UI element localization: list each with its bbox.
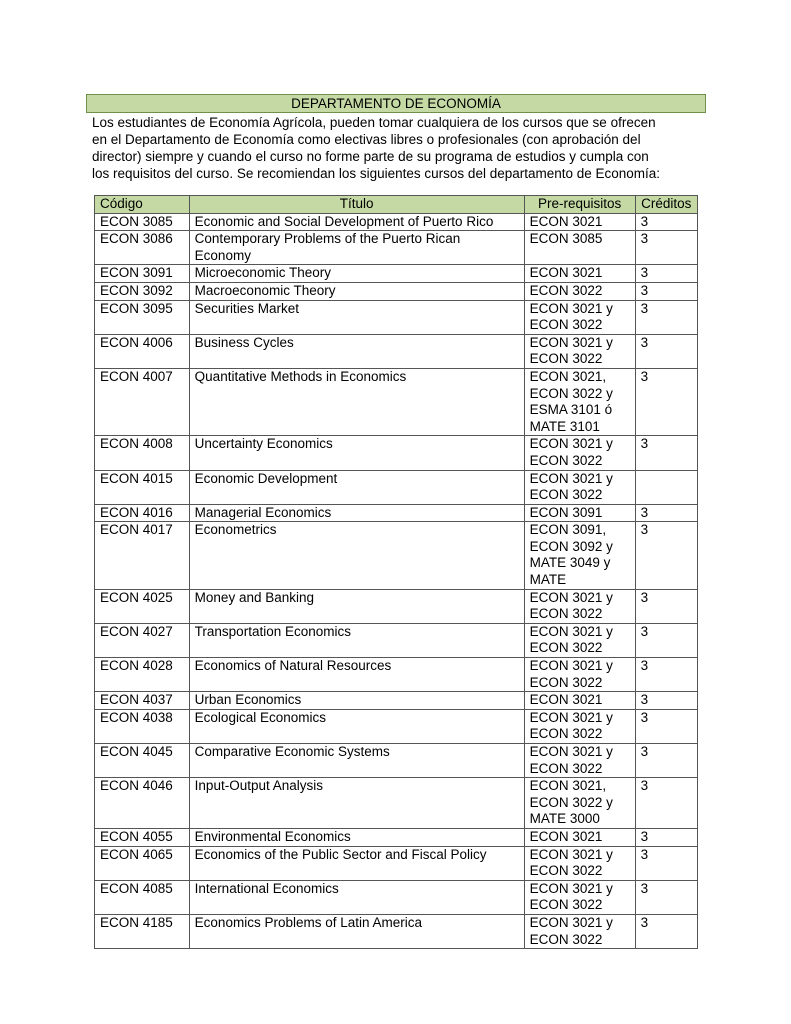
course-code-cell: ECON 4045 (95, 744, 190, 778)
course-title-cell-line: Quantitative Methods in Economics (194, 368, 407, 384)
course-prereq-cell (524, 436, 635, 470)
course-prereq-cell-line: ECON 3021 y (529, 470, 613, 486)
course-prereq-cell-line: ECON 3021 y (529, 436, 613, 452)
course-title-cell (189, 470, 524, 504)
course-title-cell (189, 368, 524, 435)
course-prereq-cell-line: ECON 3021 y (529, 744, 613, 759)
course-credits-cell: 3 (635, 504, 697, 522)
course-title-cell-line: Comparative Economic Systems (194, 744, 390, 759)
course-title-cell (189, 623, 524, 657)
course-credits-cell: 3 (635, 828, 697, 846)
course-prereq-cell (524, 213, 635, 231)
courses-table (94, 195, 698, 949)
course-title-cell (189, 334, 524, 368)
course-prereq-cell-line: ECON 3021 y (529, 623, 613, 639)
course-prereq-cell (524, 658, 635, 692)
course-prereq-cell (524, 504, 635, 522)
course-code-cell: ECON 4046 (95, 778, 190, 829)
course-prereq-cell-line: ESMA 3101 ó (529, 402, 613, 418)
course-prereq-cell-line: ECON 3021 y (529, 334, 613, 350)
course-prereq-cell-line: MATE 3049 y (529, 555, 611, 571)
course-code-cell: ECON 4016 (95, 504, 190, 522)
course-credits-cell: 3 (635, 778, 697, 829)
course-prereq-cell-line: ECON 3022 (529, 487, 603, 503)
intro-paragraph (92, 114, 706, 182)
table-row (95, 692, 698, 710)
course-prereq-cell-line: ECON 3021 y (529, 589, 613, 605)
table-row (95, 300, 698, 334)
course-code-cell: ECON 4055 (95, 828, 190, 846)
course-title-cell (189, 265, 524, 283)
course-title-cell (189, 231, 524, 265)
course-credits-cell: 3 (635, 623, 697, 657)
course-prereq-cell (524, 231, 635, 265)
course-prereq-cell-line: ECON 3022 (529, 640, 603, 656)
course-code-cell: ECON 4065 (95, 846, 190, 880)
course-prereq-cell-line: ECON 3022 (529, 726, 603, 742)
course-title-cell-line: Economy (194, 247, 251, 263)
course-credits-cell: 3 (635, 709, 697, 743)
course-title-cell (189, 589, 524, 623)
intro-line: en el Departamento de Economía como electivas libres o profesionales (con aprobación del (92, 132, 641, 147)
course-rows (95, 213, 698, 949)
course-code-cell: ECON 3086 (95, 231, 190, 265)
course-title-cell (189, 658, 524, 692)
table-row (95, 334, 698, 368)
course-prereq-cell-line: ECON 3091 (529, 504, 603, 520)
course-credits-cell (635, 470, 697, 504)
course-title-cell (189, 846, 524, 880)
course-prereq-cell-line: ECON 3022 (529, 674, 603, 690)
course-credits-cell: 3 (635, 231, 697, 265)
course-title-cell (189, 213, 524, 231)
table-row (95, 589, 698, 623)
course-prereq-cell-line: MATE 3101 (529, 418, 600, 434)
course-prereq-cell (524, 744, 635, 778)
course-code-cell: ECON 3085 (95, 213, 190, 231)
course-title-cell-line: Transportation Economics (194, 623, 351, 639)
course-title-cell-line: Economics of the Public Sector and Fiscal Policy (194, 846, 487, 862)
course-title-cell-line: Economics Problems of Latin America (194, 914, 423, 930)
course-prereq-cell (524, 828, 635, 846)
course-prereq-cell-line: ECON 3022 (529, 863, 603, 879)
course-title-cell (189, 828, 524, 846)
course-prereq-cell-line: ECON 3085 (529, 231, 603, 247)
course-prereq-cell (524, 368, 635, 435)
column-header-prereq: Pre-requisitos (524, 196, 635, 214)
course-title-cell-line: Uncertainty Economics (194, 436, 333, 452)
table-row (95, 846, 698, 880)
course-title-cell-line: International Economics (194, 880, 339, 896)
course-prereq-cell-line: ECON 3022 (529, 282, 603, 298)
course-credits-cell: 3 (635, 914, 697, 948)
course-code-cell: ECON 3091 (95, 265, 190, 283)
course-prereq-cell-line: ECON 3021 y (529, 709, 613, 725)
course-credits-cell: 3 (635, 744, 697, 778)
course-title-cell-line: Business Cycles (194, 334, 294, 350)
table-row (95, 504, 698, 522)
course-code-cell: ECON 4085 (95, 880, 190, 914)
course-credits-cell: 3 (635, 334, 697, 368)
course-prereq-cell-line: ECON 3022 (529, 351, 603, 367)
course-title-cell-line: Microeconomic Theory (194, 265, 331, 281)
course-title-cell-line: Environmental Economics (194, 828, 351, 844)
course-prereq-cell (524, 300, 635, 334)
course-prereq-cell-line: ECON 3021 (529, 828, 603, 844)
course-prereq-cell-line: ECON 3022 (529, 317, 603, 333)
course-credits-cell: 3 (635, 880, 697, 914)
course-prereq-cell-line: ECON 3021, (529, 368, 607, 384)
table-row (95, 914, 698, 948)
course-title-cell (189, 709, 524, 743)
course-prereq-cell-line: ECON 3022 y (529, 794, 613, 810)
intro-line: los requisitos del curso. Se recomiendan los siguientes cursos del departamento de Economía: (92, 166, 661, 181)
course-prereq-cell-line: MATE 3000 (529, 811, 600, 827)
table-row (95, 282, 698, 300)
course-title-cell-line: Contemporary Problems of the Puerto Rican (194, 231, 461, 247)
course-code-cell: ECON 4008 (95, 436, 190, 470)
course-prereq-cell-line: ECON 3021 y (529, 914, 613, 930)
course-prereq-cell (524, 914, 635, 948)
course-title-cell (189, 282, 524, 300)
table-row (95, 436, 698, 470)
course-code-cell: ECON 4007 (95, 368, 190, 435)
course-prereq-cell (524, 470, 635, 504)
column-header-title: Título (189, 196, 524, 214)
course-prereq-cell-line: MATE (529, 572, 567, 588)
course-prereq-cell-line: ECON 3022 (529, 931, 603, 947)
course-prereq-cell-line: ECON 3022 y (529, 385, 613, 401)
table-row (95, 880, 698, 914)
course-prereq-cell (524, 282, 635, 300)
document-page (86, 94, 706, 182)
table-row (95, 709, 698, 743)
course-title-cell (189, 436, 524, 470)
course-credits-cell: 3 (635, 213, 697, 231)
table-row (95, 623, 698, 657)
table-row (95, 368, 698, 435)
course-code-cell: ECON 3095 (95, 300, 190, 334)
department-header: DEPARTAMENTO DE ECONOMÍA (86, 94, 706, 113)
course-code-cell: ECON 4038 (95, 709, 190, 743)
table-row (95, 213, 698, 231)
course-code-cell: ECON 4028 (95, 658, 190, 692)
course-prereq-cell (524, 265, 635, 283)
course-prereq-cell-line: ECON 3022 (529, 760, 603, 776)
table-header-row (95, 196, 698, 214)
course-title-cell-line: Managerial Economics (194, 504, 332, 520)
table-row (95, 828, 698, 846)
intro-line: director) siempre y cuando el curso no forme parte de su programa de estudios y cumpla con (92, 149, 649, 164)
intro-line: Los estudiantes de Economía Agrícola, pueden tomar cualquiera de los cursos que se ofrecen (92, 115, 656, 130)
course-prereq-cell-line: ECON 3021 y (529, 300, 613, 316)
course-credits-cell: 3 (635, 846, 697, 880)
course-prereq-cell (524, 880, 635, 914)
course-prereq-cell-line: ECON 3091, (529, 522, 607, 538)
course-title-cell-line: Input-Output Analysis (194, 778, 323, 794)
table-row (95, 778, 698, 829)
course-credits-cell: 3 (635, 368, 697, 435)
course-title-cell (189, 778, 524, 829)
course-prereq-cell (524, 846, 635, 880)
table-row (95, 744, 698, 778)
course-title-cell-line: Economic and Social Development of Puerto Rico (194, 213, 494, 229)
course-credits-cell: 3 (635, 522, 697, 589)
table-row (95, 470, 698, 504)
course-prereq-cell (524, 692, 635, 710)
course-prereq-cell-line: ECON 3021 y (529, 846, 613, 862)
course-prereq-cell-line: ECON 3022 (529, 606, 603, 622)
course-credits-cell: 3 (635, 300, 697, 334)
table-row (95, 231, 698, 265)
course-title-cell-line: Economics of Natural Resources (194, 658, 392, 674)
course-credits-cell: 3 (635, 436, 697, 470)
course-code-cell: ECON 4006 (95, 334, 190, 368)
table-row (95, 265, 698, 283)
course-title-cell (189, 744, 524, 778)
course-prereq-cell-line: ECON 3092 y (529, 538, 613, 554)
course-prereq-cell-line: ECON 3022 (529, 452, 603, 468)
course-title-cell (189, 880, 524, 914)
table-row (95, 658, 698, 692)
table-row (95, 522, 698, 589)
course-prereq-cell-line: ECON 3021 (529, 213, 603, 229)
course-title-cell-line: Ecological Economics (194, 709, 326, 725)
course-title-cell-line: Econometrics (194, 522, 277, 538)
course-prereq-cell (524, 623, 635, 657)
course-prereq-cell (524, 709, 635, 743)
course-title-cell (189, 522, 524, 589)
course-code-cell: ECON 4017 (95, 522, 190, 589)
course-credits-cell: 3 (635, 658, 697, 692)
course-title-cell-line: Money and Banking (194, 589, 315, 605)
course-prereq-cell-line: ECON 3021 y (529, 880, 613, 896)
course-prereq-cell-line: ECON 3021 (529, 265, 603, 281)
course-code-cell: ECON 4185 (95, 914, 190, 948)
course-code-cell: ECON 4027 (95, 623, 190, 657)
column-header-code: Código (95, 196, 190, 214)
course-title-cell-line: Urban Economics (194, 692, 302, 708)
course-prereq-cell-line: ECON 3021, (529, 778, 607, 794)
course-title-cell-line: Economic Development (194, 470, 338, 486)
course-credits-cell: 3 (635, 692, 697, 710)
course-title-cell (189, 914, 524, 948)
course-title-cell (189, 692, 524, 710)
course-title-cell (189, 504, 524, 522)
course-prereq-cell (524, 334, 635, 368)
course-prereq-cell-line: ECON 3022 (529, 897, 603, 913)
course-code-cell: ECON 4037 (95, 692, 190, 710)
column-header-credits: Créditos (635, 196, 697, 214)
course-title-cell-line: Securities Market (194, 300, 299, 316)
course-prereq-cell (524, 778, 635, 829)
course-code-cell: ECON 4025 (95, 589, 190, 623)
course-credits-cell: 3 (635, 265, 697, 283)
course-prereq-cell (524, 589, 635, 623)
course-prereq-cell-line: ECON 3021 y (529, 658, 613, 674)
course-code-cell: ECON 4015 (95, 470, 190, 504)
course-prereq-cell (524, 522, 635, 589)
course-title-cell (189, 300, 524, 334)
course-credits-cell: 3 (635, 282, 697, 300)
course-title-cell-line: Macroeconomic Theory (194, 282, 336, 298)
course-credits-cell: 3 (635, 589, 697, 623)
course-code-cell: ECON 3092 (95, 282, 190, 300)
course-prereq-cell-line: ECON 3021 (529, 692, 603, 708)
